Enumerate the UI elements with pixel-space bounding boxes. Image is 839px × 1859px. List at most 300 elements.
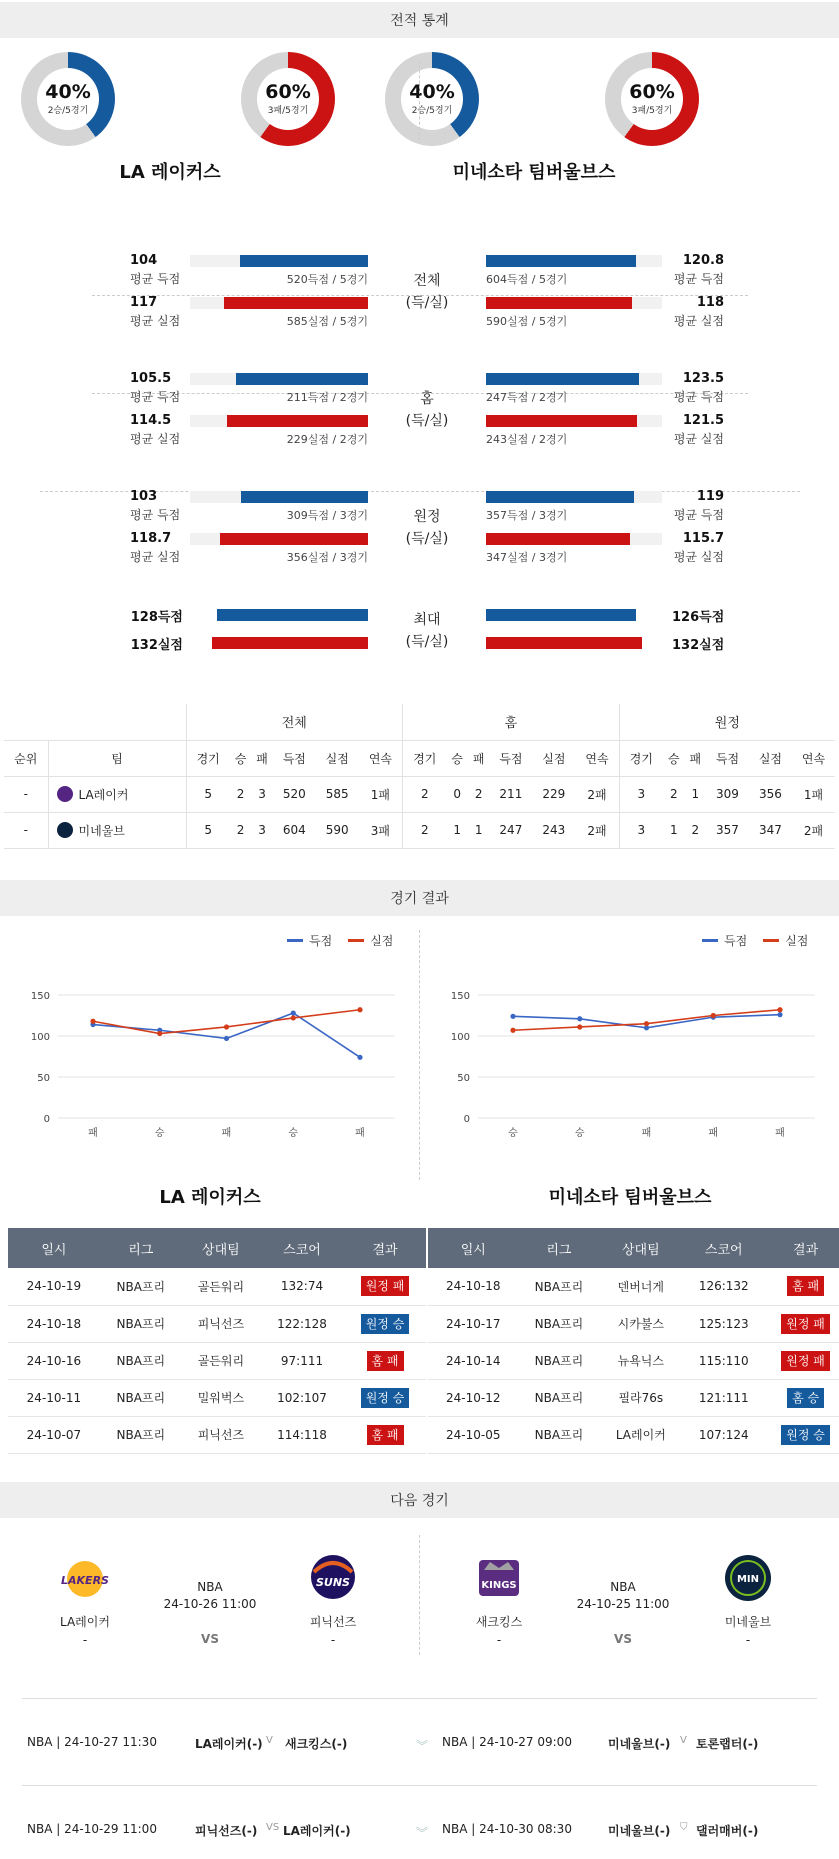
stat-cell: 1 <box>446 812 467 848</box>
table-row <box>8 1305 426 1342</box>
next-home-rank: - <box>496 1633 502 1647</box>
x-tick-label: 패 <box>355 1128 365 1139</box>
stat-cell: 1 <box>685 776 706 812</box>
stat-cell: 347 <box>749 812 792 848</box>
column-header: 실점 <box>532 740 575 776</box>
data-point <box>90 1019 95 1024</box>
lakers-logo <box>55 1555 115 1603</box>
avg-scored-value: 105.5 <box>130 371 172 386</box>
table-row <box>8 1268 426 1305</box>
score-cell: 126:132 <box>682 1268 765 1305</box>
opponent-cell[interactable]: 뉴욕닉스 <box>599 1342 682 1379</box>
stat-cell: 243 <box>532 812 575 848</box>
date-cell: 24-10-18 <box>8 1305 100 1342</box>
category-sub: (득/실) <box>405 295 449 311</box>
y-tick-label: 100 <box>30 1032 50 1043</box>
avg-allowed-value: 118 <box>696 295 724 310</box>
league-cell: NBA프리 <box>519 1305 600 1342</box>
x-tick-label: 승 <box>574 1128 585 1139</box>
allowed-total: 229실점 / 2경기 <box>286 433 368 446</box>
upcoming-team1[interactable]: LA레이커(-) <box>195 1737 263 1751</box>
result-badge: 원정 패 <box>361 1276 410 1296</box>
column-header: 득점 <box>273 740 316 776</box>
donut-record: 3패/5경기 <box>267 106 309 116</box>
avg-allowed-label: 평균 실점 <box>673 432 724 446</box>
column-header: 결과 <box>344 1228 426 1268</box>
y-tick-label: 0 <box>43 1114 50 1125</box>
result-badge: 원정 패 <box>781 1314 830 1334</box>
column-header: 스코어 <box>682 1228 765 1268</box>
column-header: 연속 <box>575 740 619 776</box>
category-title: 전체 <box>413 273 441 289</box>
stat-cell: 2 <box>663 776 684 812</box>
avg-allowed-label: 평균 실점 <box>673 550 724 564</box>
column-header: 리그 <box>100 1228 182 1268</box>
opponent-cell[interactable]: 피닉선즈 <box>182 1305 260 1342</box>
opponent-cell[interactable]: 밀워벅스 <box>182 1379 260 1416</box>
table-row <box>428 1379 839 1416</box>
allowed-bar <box>227 415 368 427</box>
donut-percent: 60% <box>629 81 675 103</box>
column-header: 일시 <box>8 1228 100 1268</box>
avg-scored-label: 평균 득점 <box>130 390 181 404</box>
legend-swatch-allowed <box>763 939 779 942</box>
svg-text:MIN: MIN <box>736 1574 760 1585</box>
scored-bar <box>240 255 368 267</box>
legend-swatch-allowed <box>348 939 364 942</box>
data-point <box>291 1015 296 1020</box>
league-cell: NBA프리 <box>100 1379 182 1416</box>
avg-scored-value: 123.5 <box>682 371 724 386</box>
result-cell <box>344 1268 426 1305</box>
avg-scored-value: 119 <box>696 489 724 504</box>
stat-cell: 5 <box>186 812 230 848</box>
stat-cell: 2 <box>403 776 447 812</box>
stat-cell: 2패 <box>575 812 619 848</box>
avg-allowed-value: 115.7 <box>682 531 724 546</box>
table-row <box>4 812 835 848</box>
win-rate-donut <box>21 52 115 146</box>
stat-cell: 356 <box>749 776 792 812</box>
stat-cell: 1패 <box>792 776 835 812</box>
date-cell: 24-10-05 <box>428 1416 519 1453</box>
x-tick-label: 패 <box>221 1128 232 1139</box>
max-scored-bar <box>217 609 368 621</box>
avg-scored-value: 103 <box>130 489 158 504</box>
result-badge: 원정 패 <box>781 1351 830 1371</box>
column-header: 일시 <box>428 1228 519 1268</box>
allowed-total: 347실점 / 3경기 <box>486 551 568 564</box>
date-cell: 24-10-11 <box>8 1379 100 1416</box>
category-title: 원정 <box>413 509 441 525</box>
table-row <box>8 1379 426 1416</box>
upcoming-team1[interactable]: 미네울브(-) <box>608 1824 671 1838</box>
column-header: 상대팀 <box>599 1228 682 1268</box>
donut-record: 2승/5경기 <box>47 106 89 116</box>
stat-cell: 1 <box>663 812 684 848</box>
category-label <box>397 506 457 550</box>
column-header: 결과 <box>765 1228 839 1268</box>
column-header: 스코어 <box>260 1228 344 1268</box>
scored-total: 520득점 / 5경기 <box>286 273 368 286</box>
avg-scored-label: 평균 득점 <box>673 508 724 522</box>
standings-table <box>4 704 835 849</box>
allowed-total: 356실점 / 3경기 <box>286 551 368 564</box>
next-home-rank: - <box>82 1633 88 1647</box>
y-tick-label: 100 <box>450 1032 470 1043</box>
league-cell: NBA프리 <box>100 1305 182 1342</box>
y-tick-label: 0 <box>463 1114 470 1125</box>
opponent-cell[interactable]: 시카불스 <box>599 1305 682 1342</box>
chevron-down-icon[interactable]: ︾ <box>416 1826 429 1840</box>
donut-percent: 40% <box>409 81 455 103</box>
date-cell: 24-10-17 <box>428 1305 519 1342</box>
scored-total: 211득점 / 2경기 <box>286 391 368 404</box>
vs-mark: V <box>680 1735 687 1746</box>
data-point <box>644 1021 649 1026</box>
recent-results-table-right <box>428 1228 839 1454</box>
stat-cell: 357 <box>706 812 749 848</box>
table-row <box>428 1268 839 1305</box>
result-cell <box>765 1342 839 1379</box>
column-header: 순위 <box>4 740 48 776</box>
vs-mark: V <box>266 1735 273 1746</box>
group-header: 홈 <box>403 704 620 740</box>
svg-text:SUNS: SUNS <box>316 1576 350 1589</box>
category-title: 최대 <box>413 612 441 628</box>
next-time: 24-10-26 11:00 <box>163 1597 257 1611</box>
column-header: 경기 <box>403 740 447 776</box>
allowed-total: 243실점 / 2경기 <box>486 433 568 446</box>
opponent-cell[interactable]: 골든워리 <box>182 1268 260 1305</box>
avg-scored-value: 120.8 <box>682 253 724 268</box>
upcoming-team1[interactable]: 미네울브(-) <box>608 1737 671 1751</box>
column-header: 상대팀 <box>182 1228 260 1268</box>
stat-cell: 3패 <box>359 812 403 848</box>
max-scored-value: 126득점 <box>672 610 725 625</box>
x-tick-label: 승 <box>508 1128 518 1139</box>
donut-record: 3패/5경기 <box>631 106 673 116</box>
result-cell <box>765 1379 839 1416</box>
results-team-right: 미네소타 팀버울브스 <box>548 1187 712 1208</box>
stat-cell: 3 <box>251 812 272 848</box>
max-allowed-bar <box>486 637 642 649</box>
score-cell: 125:123 <box>682 1305 765 1342</box>
legend-swatch-scored <box>287 939 303 942</box>
next-league: NBA <box>610 1580 636 1594</box>
scored-bar <box>486 373 639 385</box>
allowed-total: 585실점 / 5경기 <box>286 315 368 328</box>
next-away-team: 피닉선즈 <box>309 1615 357 1629</box>
blank-cell <box>4 704 186 740</box>
max-allowed-bar <box>212 637 368 649</box>
result-cell <box>344 1416 426 1453</box>
next-away-rank: - <box>745 1633 751 1647</box>
league-cell: NBA프리 <box>519 1379 600 1416</box>
table-row <box>428 1305 839 1342</box>
column-header: 패 <box>685 740 706 776</box>
x-tick-label: 패 <box>708 1128 719 1139</box>
scored-total: 247득점 / 2경기 <box>486 391 568 404</box>
divider <box>22 1698 817 1699</box>
section-header-next: 다음 경기 <box>0 1482 839 1518</box>
section-header-results: 경기 결과 <box>0 880 839 916</box>
max-scored-bar <box>486 609 636 621</box>
column-header: 실점 <box>749 740 792 776</box>
data-point <box>777 1012 782 1017</box>
stat-cell: 5 <box>186 776 230 812</box>
avg-allowed-label: 평균 실점 <box>130 432 181 446</box>
x-tick-label: 승 <box>288 1128 299 1139</box>
column-header: 승 <box>663 740 684 776</box>
opponent-cell[interactable]: 골든워리 <box>182 1342 260 1379</box>
date-cell: 24-10-16 <box>8 1342 100 1379</box>
upcoming-team2[interactable]: LA레이커(-) <box>283 1824 351 1838</box>
opponent-cell[interactable]: 피닉선즈 <box>182 1416 260 1453</box>
score-cell: 115:110 <box>682 1342 765 1379</box>
vs-mark: VS <box>266 1822 280 1833</box>
column-header: 패 <box>468 740 489 776</box>
stat-cell: 2 <box>230 812 251 848</box>
x-tick-label: 패 <box>775 1128 785 1139</box>
divider <box>419 930 420 1180</box>
result-badge: 홈 패 <box>367 1425 404 1445</box>
column-header: 패 <box>251 740 272 776</box>
next-home-team: LA레이커 <box>60 1615 110 1629</box>
avg-allowed-label: 평균 실점 <box>673 314 724 328</box>
stat-cell: 3 <box>619 812 663 848</box>
score-cell: 132:74 <box>260 1268 344 1305</box>
team-cell[interactable]: 미네울브 <box>48 812 186 848</box>
kings-logo <box>470 1550 528 1604</box>
team-cell[interactable]: LA레이커 <box>48 776 186 812</box>
stat-cell: 0 <box>446 776 467 812</box>
data-point <box>357 1055 362 1060</box>
team-name-left: LA 레이커스 <box>119 162 221 183</box>
line-chart-lakers <box>0 970 420 1170</box>
date-cell: 24-10-18 <box>428 1268 519 1305</box>
data-point <box>224 1024 229 1029</box>
upcoming-team1[interactable]: 피닉선즈(-) <box>195 1824 258 1838</box>
score-cell: 114:118 <box>260 1416 344 1453</box>
allowed-bar <box>486 533 630 545</box>
category-sub: (득/실) <box>405 413 449 429</box>
data-point <box>510 1014 515 1019</box>
stat-cell: 2 <box>468 776 489 812</box>
scored-bar <box>486 491 634 503</box>
result-badge: 원정 승 <box>781 1425 830 1445</box>
svg-text:LAKERS: LAKERS <box>61 1574 109 1587</box>
column-header: 득점 <box>489 740 532 776</box>
rank-cell: - <box>4 776 48 812</box>
rank-cell: - <box>4 812 48 848</box>
avg-allowed-label: 평균 실점 <box>130 314 181 328</box>
result-cell <box>344 1305 426 1342</box>
allowed-total: 590실점 / 5경기 <box>486 315 568 328</box>
y-tick-label: 50 <box>37 1073 50 1084</box>
result-cell <box>765 1305 839 1342</box>
series-line <box>93 1013 360 1057</box>
table-row <box>8 1342 426 1379</box>
stat-cell: 2패 <box>575 776 619 812</box>
column-header: 연속 <box>359 740 403 776</box>
upcoming-info: NBA | 24-10-27 11:30 <box>27 1735 157 1749</box>
stat-cell: 211 <box>489 776 532 812</box>
avg-allowed-value: 118.7 <box>130 531 172 546</box>
allowed-bar <box>224 297 368 309</box>
stat-cell: 2 <box>230 776 251 812</box>
result-cell <box>765 1416 839 1453</box>
avg-scored-label: 평균 득점 <box>130 508 181 522</box>
upcoming-team2[interactable]: 새크킹스(-) <box>285 1737 348 1751</box>
group-header: 원정 <box>619 704 835 740</box>
avg-allowed-value: 117 <box>130 295 158 310</box>
donut-record: 2승/5경기 <box>411 106 453 116</box>
result-badge: 홈 승 <box>787 1388 824 1408</box>
category-sub: (득/실) <box>405 634 449 650</box>
table-row <box>8 1416 426 1453</box>
data-point <box>157 1031 162 1036</box>
scored-total: 357득점 / 3경기 <box>486 509 568 522</box>
data-point <box>224 1036 229 1041</box>
stat-cell: 229 <box>532 776 575 812</box>
upcoming-team2[interactable]: 토론랩터(-) <box>696 1737 759 1751</box>
result-cell <box>344 1379 426 1416</box>
column-header: 실점 <box>316 740 359 776</box>
column-header: 승 <box>230 740 251 776</box>
upcoming-info: NBA | 24-10-29 11:00 <box>27 1822 157 1836</box>
next-away-rank: - <box>330 1633 336 1647</box>
stat-cell: 3 <box>251 776 272 812</box>
date-cell: 24-10-07 <box>8 1416 100 1453</box>
table-row <box>428 1342 839 1379</box>
stat-cell: 3 <box>619 776 663 812</box>
legend-swatch-scored <box>702 939 718 942</box>
scored-total: 309득점 / 3경기 <box>286 509 368 522</box>
result-badge: 원정 승 <box>361 1388 410 1408</box>
data-point <box>357 1007 362 1012</box>
chart-legend: 득점 실점 <box>702 932 808 949</box>
next-away-team: 미네울브 <box>724 1615 772 1629</box>
stat-cell: 2 <box>403 812 447 848</box>
stat-cell: 309 <box>706 776 749 812</box>
score-cell: 107:124 <box>682 1416 765 1453</box>
divider <box>419 60 420 140</box>
line-chart-timberwolves <box>420 970 839 1170</box>
next-time: 24-10-25 11:00 <box>576 1597 670 1611</box>
team-logo-icon <box>57 786 73 802</box>
y-tick-label: 50 <box>457 1073 470 1084</box>
y-tick-label: 150 <box>450 991 470 1002</box>
section-header-stats: 전적 통계 <box>0 2 839 38</box>
category-label <box>397 609 457 653</box>
opponent-cell[interactable]: 필라76s <box>599 1379 682 1416</box>
upcoming-info: NBA | 24-10-30 08:30 <box>442 1822 572 1836</box>
scored-bar <box>486 255 636 267</box>
league-cell: NBA프리 <box>100 1342 182 1379</box>
category-sub: (득/실) <box>405 531 449 547</box>
column-header: 경기 <box>619 740 663 776</box>
shield-icon: ⛉ <box>680 1822 688 1833</box>
score-cell: 121:111 <box>682 1379 765 1416</box>
next-league: NBA <box>197 1580 223 1594</box>
opponent-cell[interactable]: LA레이커 <box>599 1416 682 1453</box>
donut-percent: 60% <box>265 81 311 103</box>
data-point <box>577 1016 582 1021</box>
score-cell: 97:111 <box>260 1342 344 1379</box>
data-point <box>777 1007 782 1012</box>
avg-allowed-value: 121.5 <box>682 413 724 428</box>
avg-allowed-value: 114.5 <box>130 413 172 428</box>
vs-label: VS <box>614 1632 632 1646</box>
suns-logo <box>304 1550 362 1604</box>
allowed-bar <box>486 415 637 427</box>
stat-cell: 520 <box>273 776 316 812</box>
max-allowed-value: 132실점 <box>130 638 183 653</box>
date-cell: 24-10-12 <box>428 1379 519 1416</box>
result-cell <box>344 1342 426 1379</box>
stat-cell: 604 <box>273 812 316 848</box>
category-title: 홈 <box>420 391 434 407</box>
timberwolves-logo <box>722 1552 774 1604</box>
stat-cell: 590 <box>316 812 359 848</box>
upcoming-team2[interactable]: 댈러매버(-) <box>696 1824 759 1838</box>
x-tick-label: 패 <box>641 1128 652 1139</box>
stat-cell: 585 <box>316 776 359 812</box>
allowed-bar <box>486 297 632 309</box>
stat-cell: 2 <box>685 812 706 848</box>
team-logo-icon <box>57 822 73 838</box>
results-team-left: LA 레이커스 <box>159 1187 261 1208</box>
result-cell <box>765 1268 839 1305</box>
svg-text:KINGS: KINGS <box>481 1580 517 1591</box>
chevron-down-icon[interactable]: ︾ <box>416 1739 429 1753</box>
league-cell: NBA프리 <box>519 1342 600 1379</box>
category-label <box>397 270 457 314</box>
table-row <box>428 1416 839 1453</box>
donut-percent: 40% <box>45 81 91 103</box>
x-tick-label: 패 <box>88 1128 98 1139</box>
league-cell: NBA프리 <box>519 1268 600 1305</box>
stat-cell: 2패 <box>792 812 835 848</box>
vs-label: VS <box>201 1632 219 1646</box>
next-home-team: 새크킹스 <box>475 1615 523 1629</box>
stat-cell: 1 <box>468 812 489 848</box>
max-scored-value: 128득점 <box>130 610 183 625</box>
avg-scored-label: 평균 득점 <box>130 272 181 286</box>
date-cell: 24-10-14 <box>428 1342 519 1379</box>
loss-rate-donut <box>241 52 335 146</box>
score-cell: 122:128 <box>260 1305 344 1342</box>
result-badge: 홈 패 <box>367 1351 404 1371</box>
data-point <box>510 1028 515 1033</box>
team-name-right: 미네소타 팀버울브스 <box>452 162 616 183</box>
y-tick-label: 150 <box>30 991 50 1002</box>
opponent-cell[interactable]: 덴버너게 <box>599 1268 682 1305</box>
table-row <box>4 776 835 812</box>
avg-scored-value: 104 <box>130 253 158 268</box>
date-cell: 24-10-19 <box>8 1268 100 1305</box>
scored-bar <box>241 491 368 503</box>
column-header: 연속 <box>792 740 835 776</box>
data-point <box>711 1013 716 1018</box>
avg-scored-label: 평균 득점 <box>673 390 724 404</box>
scored-bar <box>236 373 368 385</box>
data-point <box>291 1010 296 1015</box>
max-allowed-value: 132실점 <box>672 638 725 653</box>
column-header: 리그 <box>519 1228 600 1268</box>
avg-scored-label: 평균 득점 <box>673 272 724 286</box>
